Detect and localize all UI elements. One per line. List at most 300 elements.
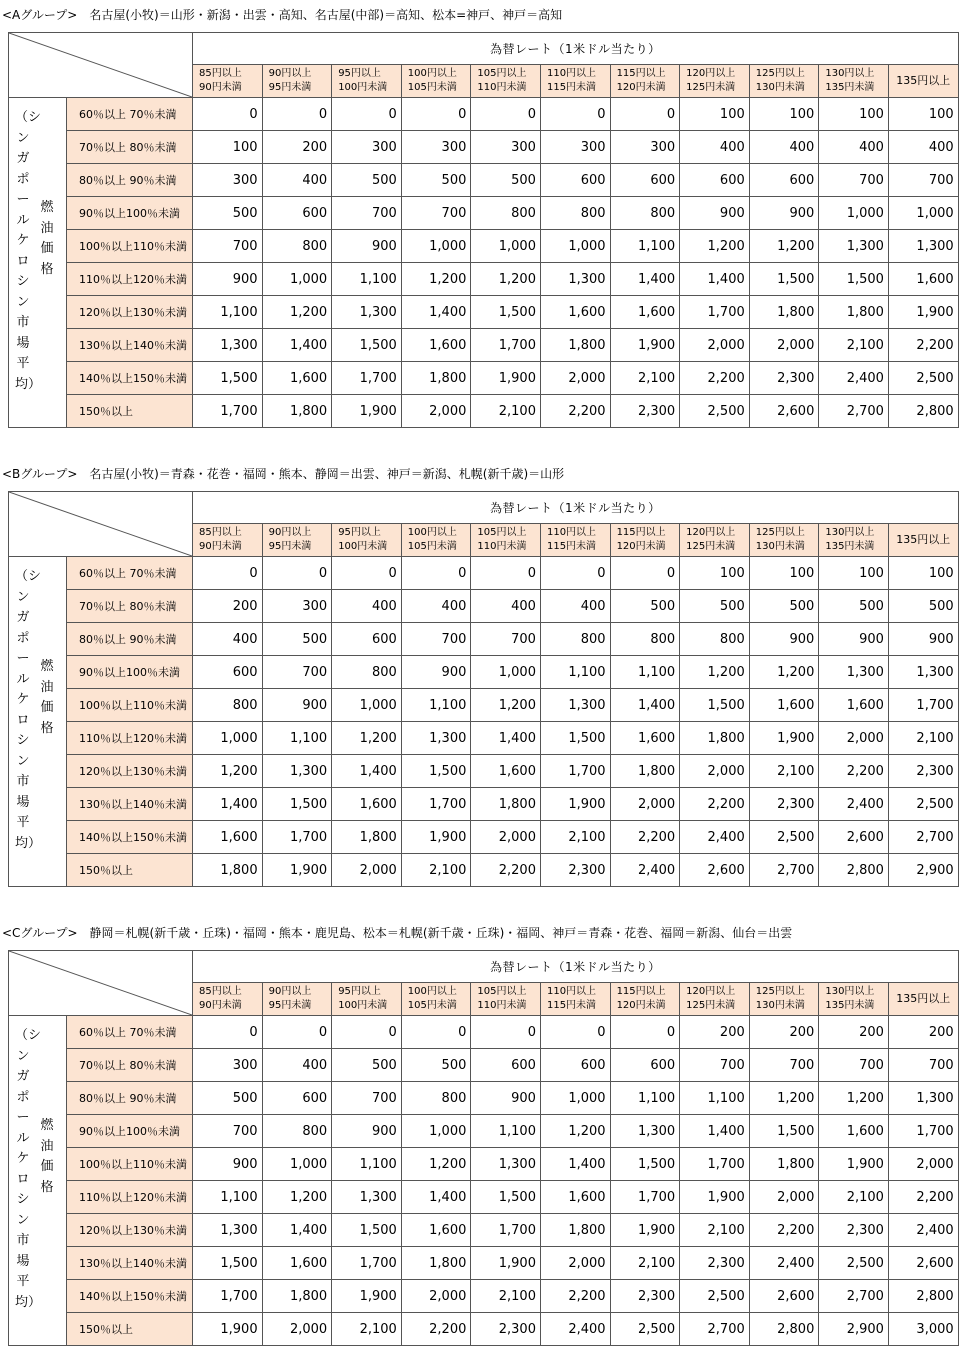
surcharge-value: 100 bbox=[749, 557, 819, 590]
rate-range-header bbox=[888, 983, 958, 1016]
surcharge-value: 1,500 bbox=[680, 689, 750, 722]
surcharge-value: 700 bbox=[888, 1049, 958, 1082]
surcharge-value: 0 bbox=[401, 1016, 471, 1049]
surcharge-value: 400 bbox=[888, 131, 958, 164]
table-row bbox=[9, 164, 959, 197]
surcharge-value: 500 bbox=[193, 1082, 263, 1115]
surcharge-value: 1,100 bbox=[540, 656, 610, 689]
surcharge-value: 1,600 bbox=[610, 296, 680, 329]
surcharge-value: 2,600 bbox=[680, 854, 750, 887]
fuel-price-axis-label bbox=[9, 557, 67, 887]
surcharge-value: 2,100 bbox=[471, 395, 541, 428]
surcharge-table bbox=[8, 32, 959, 428]
surcharge-value: 2,000 bbox=[401, 395, 471, 428]
table-row bbox=[9, 296, 959, 329]
rate-range-line: 100円未満 bbox=[338, 82, 388, 93]
surcharge-value: 600 bbox=[540, 164, 610, 197]
rate-range-header bbox=[680, 524, 750, 557]
table-row bbox=[9, 656, 959, 689]
fuel-price-axis-label bbox=[9, 1016, 67, 1346]
surcharge-value: 700 bbox=[193, 230, 263, 263]
surcharge-value: 2,900 bbox=[819, 1313, 889, 1346]
group-routes: 名古屋(小牧)＝山形・新潟・出雲・高知、名古屋(中部)＝高知、松本=神戸、神戸＝高知 bbox=[89, 8, 563, 22]
surcharge-value: 2,200 bbox=[680, 362, 750, 395]
surcharge-value: 1,300 bbox=[888, 230, 958, 263]
surcharge-value: 400 bbox=[193, 623, 263, 656]
surcharge-value: 2,000 bbox=[471, 821, 541, 854]
surcharge-value: 2,500 bbox=[680, 1280, 750, 1313]
surcharge-value: 700 bbox=[332, 1082, 402, 1115]
surcharge-value: 1,700 bbox=[471, 329, 541, 362]
surcharge-value: 600 bbox=[332, 623, 402, 656]
surcharge-value: 1,900 bbox=[610, 329, 680, 362]
rate-range-line: 120円以上 bbox=[686, 68, 736, 79]
group-title bbox=[2, 465, 958, 483]
surcharge-value: 2,100 bbox=[610, 1247, 680, 1280]
surcharge-value: 1,000 bbox=[819, 197, 889, 230]
rate-range-header bbox=[749, 983, 819, 1016]
surcharge-value: 2,800 bbox=[749, 1313, 819, 1346]
surcharge-value: 1,900 bbox=[540, 788, 610, 821]
surcharge-value: 700 bbox=[401, 623, 471, 656]
surcharge-value: 1,200 bbox=[471, 263, 541, 296]
surcharge-value: 500 bbox=[332, 164, 402, 197]
surcharge-value: 300 bbox=[193, 164, 263, 197]
fuel-price-range-label: 140％以上150％未満 bbox=[67, 1280, 193, 1313]
surcharge-value: 2,400 bbox=[680, 821, 750, 854]
rate-range-line: 130円未満 bbox=[755, 1000, 805, 1011]
group-name: <Aグループ> bbox=[2, 8, 78, 22]
surcharge-value: 900 bbox=[193, 1148, 263, 1181]
surcharge-value: 2,300 bbox=[749, 362, 819, 395]
header-row bbox=[9, 492, 959, 524]
surcharge-table bbox=[8, 491, 959, 887]
surcharge-value: 500 bbox=[888, 590, 958, 623]
rate-range-line: 95円以上 bbox=[338, 527, 381, 538]
rate-range-header bbox=[471, 65, 541, 98]
surcharge-value: 2,400 bbox=[819, 788, 889, 821]
rate-title: 為替レート（1米ドル当たり） bbox=[193, 492, 959, 524]
surcharge-value: 700 bbox=[262, 656, 332, 689]
surcharge-value: 2,000 bbox=[680, 755, 750, 788]
surcharge-value: 1,500 bbox=[471, 1181, 541, 1214]
group-title bbox=[2, 924, 958, 942]
surcharge-value: 2,300 bbox=[888, 755, 958, 788]
rate-range-line: 90円以上 bbox=[268, 527, 312, 538]
surcharge-value: 1,400 bbox=[262, 1214, 332, 1247]
table-row bbox=[9, 1082, 959, 1115]
table-row bbox=[9, 98, 959, 131]
rate-range-line: 95円未満 bbox=[268, 82, 312, 93]
surcharge-value: 400 bbox=[680, 131, 750, 164]
surcharge-value: 1,600 bbox=[332, 788, 402, 821]
table-row bbox=[9, 722, 959, 755]
surcharge-value: 2,600 bbox=[888, 1247, 958, 1280]
surcharge-value: 200 bbox=[680, 1016, 750, 1049]
table-row bbox=[9, 230, 959, 263]
corner-cell bbox=[9, 492, 193, 557]
surcharge-value: 500 bbox=[401, 1049, 471, 1082]
table-row bbox=[9, 362, 959, 395]
diagonal-line bbox=[9, 951, 192, 1015]
rate-range-line: 130円以上 bbox=[825, 986, 875, 997]
table-row bbox=[9, 623, 959, 656]
rate-range-line: 85円以上 bbox=[199, 527, 242, 538]
rate-range-line: 120円未満 bbox=[616, 541, 666, 552]
surcharge-value: 0 bbox=[401, 98, 471, 131]
rate-range-line: 125円以上 bbox=[755, 68, 805, 79]
surcharge-value: 600 bbox=[262, 197, 332, 230]
rate-range-line: 105円以上 bbox=[477, 527, 527, 538]
surcharge-value: 1,400 bbox=[471, 722, 541, 755]
surcharge-value: 1,800 bbox=[540, 329, 610, 362]
side-label-inner: 燃油価格 bbox=[40, 659, 54, 736]
rate-range-header bbox=[193, 983, 263, 1016]
rate-range-line: 125円以上 bbox=[755, 527, 805, 538]
rate-range-line: 110円以上 bbox=[546, 986, 597, 997]
surcharge-value: 2,500 bbox=[610, 1313, 680, 1346]
surcharge-value: 2,200 bbox=[888, 329, 958, 362]
surcharge-value: 1,400 bbox=[680, 263, 750, 296]
surcharge-value: 2,300 bbox=[819, 1214, 889, 1247]
surcharge-value: 1,900 bbox=[471, 362, 541, 395]
surcharge-value: 1,700 bbox=[888, 689, 958, 722]
surcharge-value: 2,200 bbox=[610, 821, 680, 854]
surcharge-value: 2,800 bbox=[888, 395, 958, 428]
rate-range-line: 105円以上 bbox=[477, 986, 527, 997]
surcharge-value: 1,800 bbox=[332, 821, 402, 854]
surcharge-value: 1,200 bbox=[401, 1148, 471, 1181]
table-row bbox=[9, 557, 959, 590]
surcharge-value: 1,500 bbox=[749, 263, 819, 296]
surcharge-value: 2,100 bbox=[819, 329, 889, 362]
table-row bbox=[9, 788, 959, 821]
surcharge-value: 1,700 bbox=[262, 821, 332, 854]
surcharge-value: 0 bbox=[540, 1016, 610, 1049]
surcharge-value: 2,100 bbox=[888, 722, 958, 755]
surcharge-value: 1,400 bbox=[332, 755, 402, 788]
surcharge-value: 1,500 bbox=[332, 329, 402, 362]
surcharge-value: 1,300 bbox=[193, 1214, 263, 1247]
fuel-price-range-label: 90％以上100％未満 bbox=[67, 197, 193, 230]
surcharge-value: 300 bbox=[610, 131, 680, 164]
surcharge-value: 2,900 bbox=[888, 854, 958, 887]
rate-range-header bbox=[540, 983, 610, 1016]
fuel-price-range-label: 90％以上100％未満 bbox=[67, 656, 193, 689]
surcharge-value: 100 bbox=[680, 98, 750, 131]
surcharge-value: 1,700 bbox=[680, 1148, 750, 1181]
surcharge-value: 2,700 bbox=[819, 1280, 889, 1313]
surcharge-value: 1,700 bbox=[401, 788, 471, 821]
surcharge-value: 1,800 bbox=[680, 722, 750, 755]
surcharge-value: 0 bbox=[332, 1016, 402, 1049]
surcharge-value: 600 bbox=[193, 656, 263, 689]
rate-range-line: 135円以上 bbox=[896, 992, 951, 1005]
surcharge-value: 1,100 bbox=[401, 689, 471, 722]
surcharge-value: 2,600 bbox=[819, 821, 889, 854]
group-routes: 静岡＝札幌(新千歳・丘珠)・福岡・熊本・鹿児島、松本＝札幌(新千歳・丘珠)・福岡、神戸＝青森・花巻、福岡＝新潟、仙台＝出雲 bbox=[89, 926, 793, 940]
surcharge-value: 1,700 bbox=[680, 296, 750, 329]
surcharge-value: 1,900 bbox=[819, 1148, 889, 1181]
surcharge-value: 700 bbox=[332, 197, 402, 230]
surcharge-value: 1,800 bbox=[749, 1148, 819, 1181]
surcharge-value: 2,100 bbox=[540, 821, 610, 854]
surcharge-value: 0 bbox=[471, 1016, 541, 1049]
rate-range-line: 130円未満 bbox=[755, 82, 805, 93]
fuel-price-range-label: 60％以上 70％未満 bbox=[67, 1016, 193, 1049]
surcharge-value: 700 bbox=[819, 1049, 889, 1082]
surcharge-value: 800 bbox=[332, 656, 402, 689]
surcharge-value: 800 bbox=[401, 1082, 471, 1115]
surcharge-value: 900 bbox=[888, 623, 958, 656]
surcharge-value: 1,200 bbox=[262, 1181, 332, 1214]
corner-cell bbox=[9, 33, 193, 98]
rate-range-line: 130円未満 bbox=[755, 541, 805, 552]
surcharge-value: 1,300 bbox=[888, 656, 958, 689]
surcharge-value: 1,700 bbox=[193, 395, 263, 428]
rate-range-line: 100円以上 bbox=[407, 986, 457, 997]
fuel-price-range-label: 100％以上110％未満 bbox=[67, 1148, 193, 1181]
surcharge-value: 1,300 bbox=[540, 689, 610, 722]
rate-range-header bbox=[262, 524, 332, 557]
surcharge-value: 1,300 bbox=[401, 722, 471, 755]
surcharge-value: 200 bbox=[888, 1016, 958, 1049]
surcharge-value: 0 bbox=[332, 557, 402, 590]
rate-range-line: 95円未満 bbox=[268, 1000, 312, 1011]
fuel-price-range-label: 70％以上 80％未満 bbox=[67, 590, 193, 623]
surcharge-value: 1,200 bbox=[471, 689, 541, 722]
surcharge-value: 1,700 bbox=[610, 1181, 680, 1214]
surcharge-value: 900 bbox=[193, 263, 263, 296]
surcharge-value: 2,100 bbox=[610, 362, 680, 395]
rate-range-line: 105円未満 bbox=[407, 541, 457, 552]
surcharge-value: 2,400 bbox=[819, 362, 889, 395]
surcharge-value: 1,000 bbox=[471, 656, 541, 689]
surcharge-value: 1,900 bbox=[471, 1247, 541, 1280]
rate-range-header bbox=[888, 65, 958, 98]
surcharge-value: 1,500 bbox=[401, 755, 471, 788]
surcharge-value: 1,600 bbox=[193, 821, 263, 854]
surcharge-value: 200 bbox=[749, 1016, 819, 1049]
surcharge-value: 1,800 bbox=[262, 395, 332, 428]
surcharge-value: 2,000 bbox=[680, 329, 750, 362]
surcharge-value: 900 bbox=[680, 197, 750, 230]
surcharge-value: 1,000 bbox=[193, 722, 263, 755]
table-row bbox=[9, 197, 959, 230]
surcharge-value: 1,400 bbox=[262, 329, 332, 362]
rate-range-header bbox=[193, 524, 263, 557]
surcharge-value: 2,800 bbox=[819, 854, 889, 887]
surcharge-value: 1,300 bbox=[193, 329, 263, 362]
surcharge-value: 1,600 bbox=[610, 722, 680, 755]
rate-range-header bbox=[819, 65, 889, 98]
surcharge-value: 400 bbox=[540, 590, 610, 623]
surcharge-value: 0 bbox=[471, 557, 541, 590]
surcharge-value: 1,200 bbox=[749, 656, 819, 689]
surcharge-value: 2,100 bbox=[332, 1313, 402, 1346]
rate-range-header bbox=[262, 65, 332, 98]
surcharge-value: 1,300 bbox=[610, 1115, 680, 1148]
surcharge-value: 2,600 bbox=[749, 1280, 819, 1313]
surcharge-value: 1,100 bbox=[610, 656, 680, 689]
rate-range-line: 135円未満 bbox=[825, 1000, 875, 1011]
surcharge-value: 0 bbox=[193, 98, 263, 131]
rate-title: 為替レート（1米ドル当たり） bbox=[193, 33, 959, 65]
surcharge-value: 3,000 bbox=[888, 1313, 958, 1346]
surcharge-value: 300 bbox=[401, 131, 471, 164]
surcharge-value: 0 bbox=[401, 557, 471, 590]
rate-range-line: 110円未満 bbox=[477, 1000, 527, 1011]
surcharge-value: 1,300 bbox=[262, 755, 332, 788]
rate-range-header bbox=[749, 524, 819, 557]
surcharge-value: 2,500 bbox=[819, 1247, 889, 1280]
surcharge-value: 2,300 bbox=[540, 854, 610, 887]
surcharge-value: 2,200 bbox=[471, 854, 541, 887]
rate-title: 為替レート（1米ドル当たり） bbox=[193, 951, 959, 983]
surcharge-value: 100 bbox=[193, 131, 263, 164]
surcharge-value: 2,000 bbox=[610, 788, 680, 821]
surcharge-value: 1,100 bbox=[332, 263, 402, 296]
surcharge-value: 2,000 bbox=[888, 1148, 958, 1181]
surcharge-value: 2,300 bbox=[680, 1247, 750, 1280]
surcharge-value: 100 bbox=[680, 557, 750, 590]
surcharge-value: 2,200 bbox=[401, 1313, 471, 1346]
surcharge-value: 800 bbox=[471, 197, 541, 230]
rate-range-header bbox=[332, 65, 402, 98]
surcharge-value: 2,300 bbox=[610, 1280, 680, 1313]
surcharge-value: 1,100 bbox=[262, 722, 332, 755]
surcharge-value: 1,100 bbox=[193, 296, 263, 329]
surcharge-value: 500 bbox=[332, 1049, 402, 1082]
surcharge-value: 1,600 bbox=[819, 689, 889, 722]
rate-range-line: 100円未満 bbox=[338, 1000, 388, 1011]
rate-range-header bbox=[610, 983, 680, 1016]
surcharge-value: 1,800 bbox=[401, 362, 471, 395]
table-row bbox=[9, 755, 959, 788]
surcharge-value: 300 bbox=[471, 131, 541, 164]
surcharge-value: 2,400 bbox=[610, 854, 680, 887]
side-label-outer: （シンガポールケロシン市場平均） bbox=[15, 569, 42, 851]
surcharge-value: 800 bbox=[680, 623, 750, 656]
surcharge-value: 1,500 bbox=[193, 1247, 263, 1280]
rate-range-line: 135円以上 bbox=[896, 74, 951, 87]
surcharge-value: 900 bbox=[332, 1115, 402, 1148]
surcharge-value: 2,000 bbox=[819, 722, 889, 755]
rate-range-line: 120円以上 bbox=[686, 986, 736, 997]
fuel-price-range-label: 140％以上150％未満 bbox=[67, 821, 193, 854]
surcharge-value: 400 bbox=[262, 164, 332, 197]
group-name: <Bグループ> bbox=[2, 467, 78, 481]
surcharge-value: 800 bbox=[540, 623, 610, 656]
rate-range-header bbox=[401, 983, 471, 1016]
surcharge-value: 2,300 bbox=[749, 788, 819, 821]
fuel-price-range-label: 70％以上 80％未満 bbox=[67, 1049, 193, 1082]
rate-range-header bbox=[819, 524, 889, 557]
surcharge-value: 1,500 bbox=[332, 1214, 402, 1247]
surcharge-value: 2,300 bbox=[610, 395, 680, 428]
surcharge-value: 200 bbox=[193, 590, 263, 623]
rate-range-line: 125円以上 bbox=[755, 986, 805, 997]
surcharge-value: 1,800 bbox=[819, 296, 889, 329]
surcharge-value: 300 bbox=[262, 590, 332, 623]
surcharge-value: 1,600 bbox=[749, 689, 819, 722]
surcharge-value: 1,600 bbox=[888, 263, 958, 296]
rate-range-line: 120円未満 bbox=[616, 82, 666, 93]
surcharge-value: 2,700 bbox=[749, 854, 819, 887]
rate-range-line: 125円未満 bbox=[686, 1000, 736, 1011]
surcharge-value: 1,000 bbox=[471, 230, 541, 263]
surcharge-value: 1,700 bbox=[888, 1115, 958, 1148]
surcharge-value: 1,900 bbox=[888, 296, 958, 329]
surcharge-value: 1,000 bbox=[540, 230, 610, 263]
surcharge-value: 300 bbox=[332, 131, 402, 164]
surcharge-value: 2,700 bbox=[819, 395, 889, 428]
table-row bbox=[9, 1313, 959, 1346]
surcharge-value: 2,200 bbox=[680, 788, 750, 821]
surcharge-value: 1,100 bbox=[193, 1181, 263, 1214]
surcharge-value: 0 bbox=[193, 557, 263, 590]
surcharge-value: 1,400 bbox=[401, 296, 471, 329]
rate-range-line: 110円以上 bbox=[546, 527, 597, 538]
surcharge-value: 800 bbox=[193, 689, 263, 722]
surcharge-value: 1,800 bbox=[540, 1214, 610, 1247]
surcharge-value: 2,400 bbox=[749, 1247, 819, 1280]
surcharge-value: 1,200 bbox=[332, 722, 402, 755]
surcharge-value: 1,800 bbox=[193, 854, 263, 887]
rate-range-line: 115円未満 bbox=[546, 1000, 597, 1011]
surcharge-table bbox=[8, 950, 959, 1346]
surcharge-value: 2,100 bbox=[471, 1280, 541, 1313]
surcharge-value: 2,200 bbox=[819, 755, 889, 788]
surcharge-value: 900 bbox=[819, 623, 889, 656]
surcharge-value: 900 bbox=[749, 197, 819, 230]
table-row bbox=[9, 1214, 959, 1247]
surcharge-value: 0 bbox=[610, 98, 680, 131]
surcharge-value: 1,800 bbox=[262, 1280, 332, 1313]
side-label-inner: 燃油価格 bbox=[40, 1118, 54, 1195]
surcharge-value: 400 bbox=[332, 590, 402, 623]
surcharge-value: 500 bbox=[819, 590, 889, 623]
rate-range-header bbox=[680, 983, 750, 1016]
rate-range-line: 115円以上 bbox=[616, 527, 666, 538]
surcharge-value: 1,700 bbox=[193, 1280, 263, 1313]
fuel-price-range-label: 80％以上 90％未満 bbox=[67, 623, 193, 656]
surcharge-value: 1,600 bbox=[540, 296, 610, 329]
diagonal-line bbox=[9, 33, 192, 97]
surcharge-value: 0 bbox=[262, 98, 332, 131]
surcharge-value: 1,700 bbox=[332, 1247, 402, 1280]
surcharge-value: 1,400 bbox=[540, 1148, 610, 1181]
rate-range-line: 135円以上 bbox=[896, 533, 951, 546]
rate-range-line: 110円未満 bbox=[477, 541, 527, 552]
surcharge-value: 1,100 bbox=[610, 1082, 680, 1115]
surcharge-value: 100 bbox=[749, 98, 819, 131]
surcharge-value: 400 bbox=[471, 590, 541, 623]
surcharge-value: 200 bbox=[262, 131, 332, 164]
surcharge-value: 1,400 bbox=[193, 788, 263, 821]
surcharge-value: 1,200 bbox=[749, 1082, 819, 1115]
fuel-price-range-label: 110％以上120％未満 bbox=[67, 722, 193, 755]
surcharge-value: 2,000 bbox=[540, 362, 610, 395]
table-row bbox=[9, 1181, 959, 1214]
surcharge-value: 500 bbox=[401, 164, 471, 197]
surcharge-value: 1,200 bbox=[680, 656, 750, 689]
surcharge-value: 1,600 bbox=[819, 1115, 889, 1148]
group-name: <Cグループ> bbox=[2, 926, 78, 940]
surcharge-value: 1,900 bbox=[610, 1214, 680, 1247]
surcharge-value: 1,300 bbox=[332, 1181, 402, 1214]
fuel-price-range-label: 150％以上 bbox=[67, 395, 193, 428]
